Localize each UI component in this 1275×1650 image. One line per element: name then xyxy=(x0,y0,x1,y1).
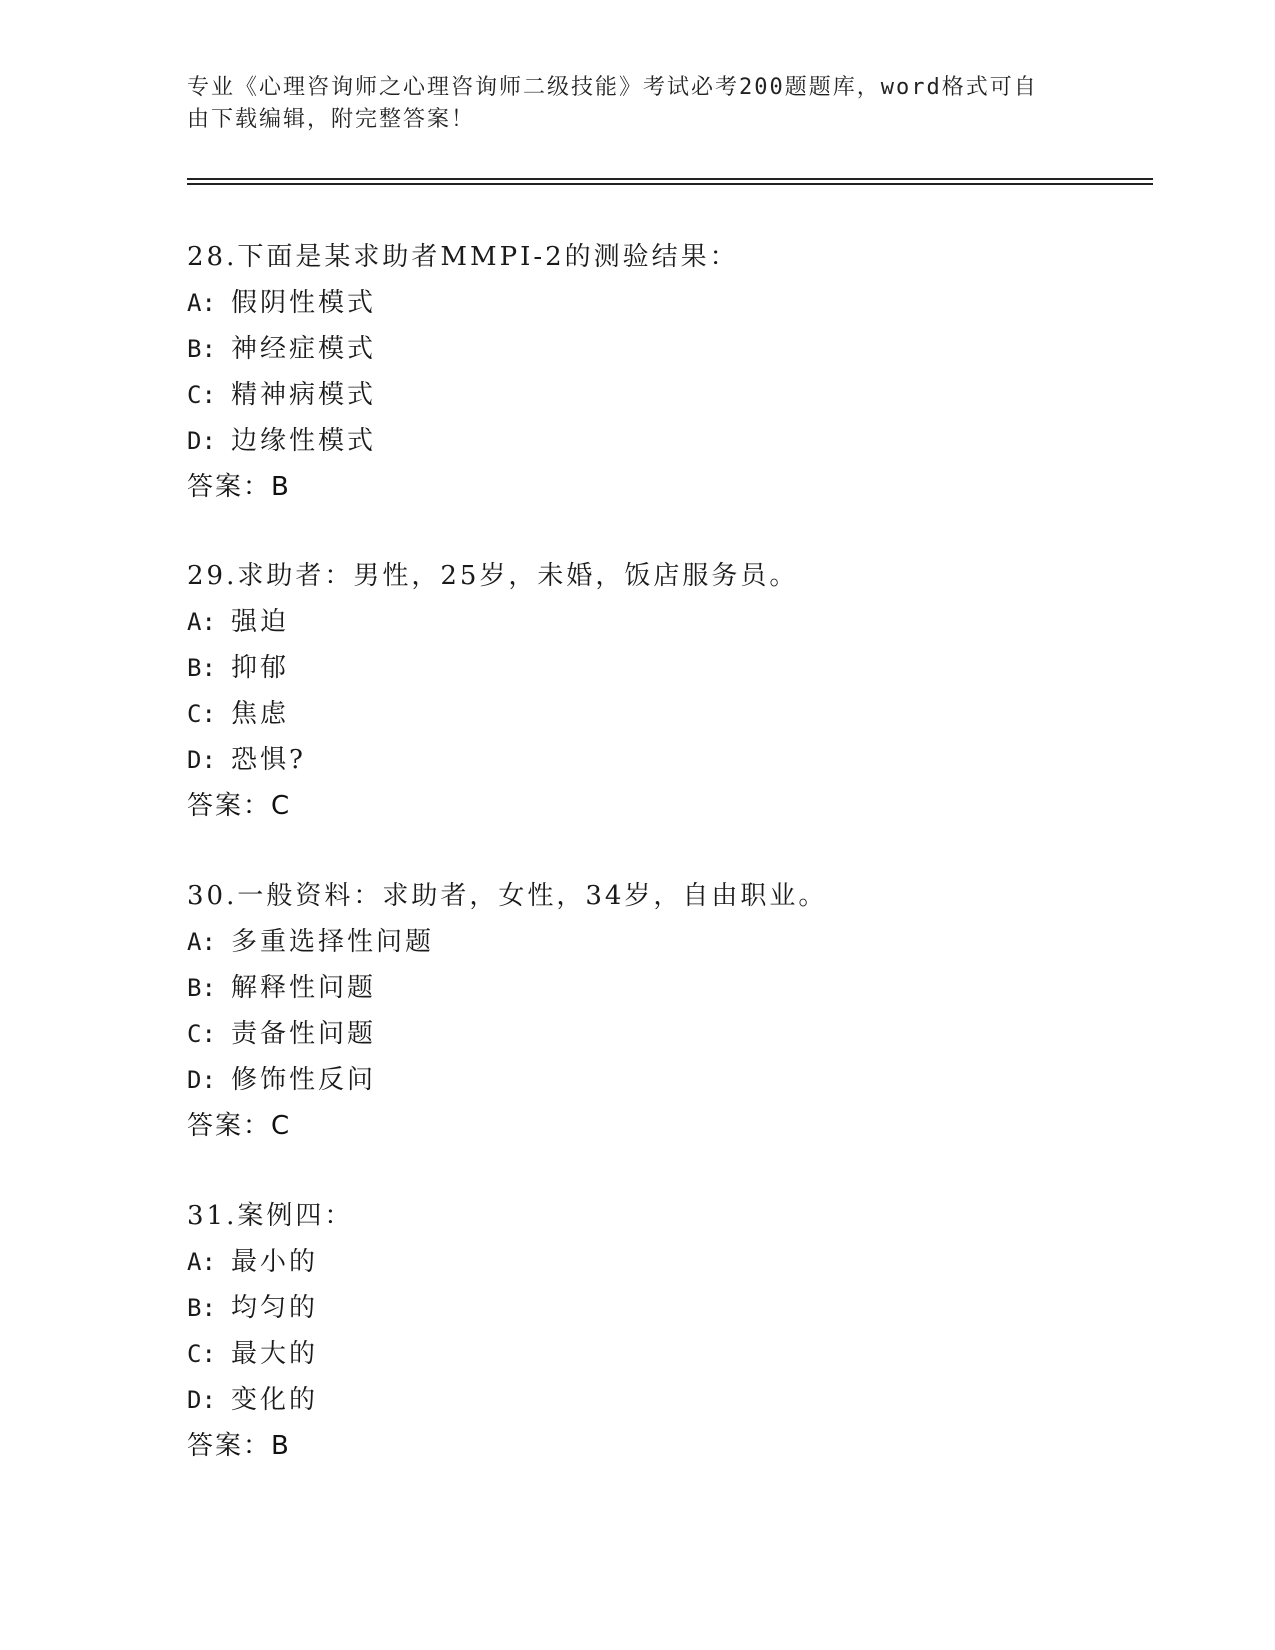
option-d xyxy=(187,1057,1147,1103)
question-block xyxy=(187,234,1147,510)
option-text: 变化的 xyxy=(231,1385,319,1415)
question-answer: 答案：B xyxy=(187,1431,291,1461)
option-text: 解释性问题 xyxy=(231,973,377,1003)
question-stem: 30.一般资料：求助者，女性，34岁，自由职业。 xyxy=(187,881,828,911)
question-answer: 答案：C xyxy=(187,791,292,821)
option-text: 边缘性模式 xyxy=(231,426,377,456)
option-text: 修饰性反问 xyxy=(231,1065,377,1095)
header-line-2: 由下载编辑，附完整答案！ xyxy=(187,107,476,132)
option-d xyxy=(187,418,1147,464)
option-text: 焦虑 xyxy=(231,699,290,729)
option-text: 恐惧? xyxy=(231,745,306,775)
option-a xyxy=(187,599,1147,645)
option-text: 精神病模式 xyxy=(231,380,377,410)
option-key: D: xyxy=(187,746,216,774)
option-key: A: xyxy=(187,928,216,956)
option-b xyxy=(187,1285,1147,1331)
option-key: B: xyxy=(187,974,216,1002)
option-key: C: xyxy=(187,1020,216,1048)
option-text: 多重选择性问题 xyxy=(231,927,435,957)
option-text: 假阴性模式 xyxy=(231,288,377,318)
option-c xyxy=(187,691,1147,737)
option-key: A: xyxy=(187,1248,216,1276)
header-divider-bottom xyxy=(187,183,1153,185)
option-key: B: xyxy=(187,335,216,363)
question-block xyxy=(187,553,1147,829)
question-block xyxy=(187,1193,1147,1469)
option-d xyxy=(187,737,1147,783)
option-key: D: xyxy=(187,427,216,455)
header-line-1: 专业《心理咨询师之心理咨询师二级技能》考试必考200题题库，word格式可自 xyxy=(187,75,1038,100)
question-answer: 答案：C xyxy=(187,1111,292,1141)
option-key: A: xyxy=(187,608,216,636)
option-text: 最大的 xyxy=(231,1339,319,1369)
option-key: C: xyxy=(187,381,216,409)
header-divider-top xyxy=(187,178,1153,180)
option-a xyxy=(187,919,1147,965)
question-stem: 28.下面是某求助者MMPI-2的测验结果： xyxy=(187,242,739,272)
option-key: C: xyxy=(187,1340,216,1368)
option-key: B: xyxy=(187,654,216,682)
option-d xyxy=(187,1377,1147,1423)
option-b xyxy=(187,965,1147,1011)
option-key: C: xyxy=(187,700,216,728)
question-stem: 29.求助者：男性，25岁，未婚，饭店服务员。 xyxy=(187,561,799,591)
option-c xyxy=(187,1331,1147,1377)
option-c xyxy=(187,372,1147,418)
option-text: 神经症模式 xyxy=(231,334,377,364)
option-b xyxy=(187,645,1147,691)
document-header xyxy=(187,72,1087,136)
option-key: D: xyxy=(187,1386,216,1414)
option-a xyxy=(187,280,1147,326)
question-block xyxy=(187,873,1147,1149)
option-a xyxy=(187,1239,1147,1285)
option-c xyxy=(187,1011,1147,1057)
option-text: 抑郁 xyxy=(231,653,290,683)
question-answer: 答案：B xyxy=(187,472,291,502)
option-key: D: xyxy=(187,1066,216,1094)
option-text: 责备性问题 xyxy=(231,1019,377,1049)
question-stem: 31.案例四： xyxy=(187,1201,354,1231)
option-text: 均匀的 xyxy=(231,1293,319,1323)
option-key: A: xyxy=(187,289,216,317)
option-b xyxy=(187,326,1147,372)
option-text: 强迫 xyxy=(231,607,290,637)
option-text: 最小的 xyxy=(231,1247,319,1277)
option-key: B: xyxy=(187,1294,216,1322)
